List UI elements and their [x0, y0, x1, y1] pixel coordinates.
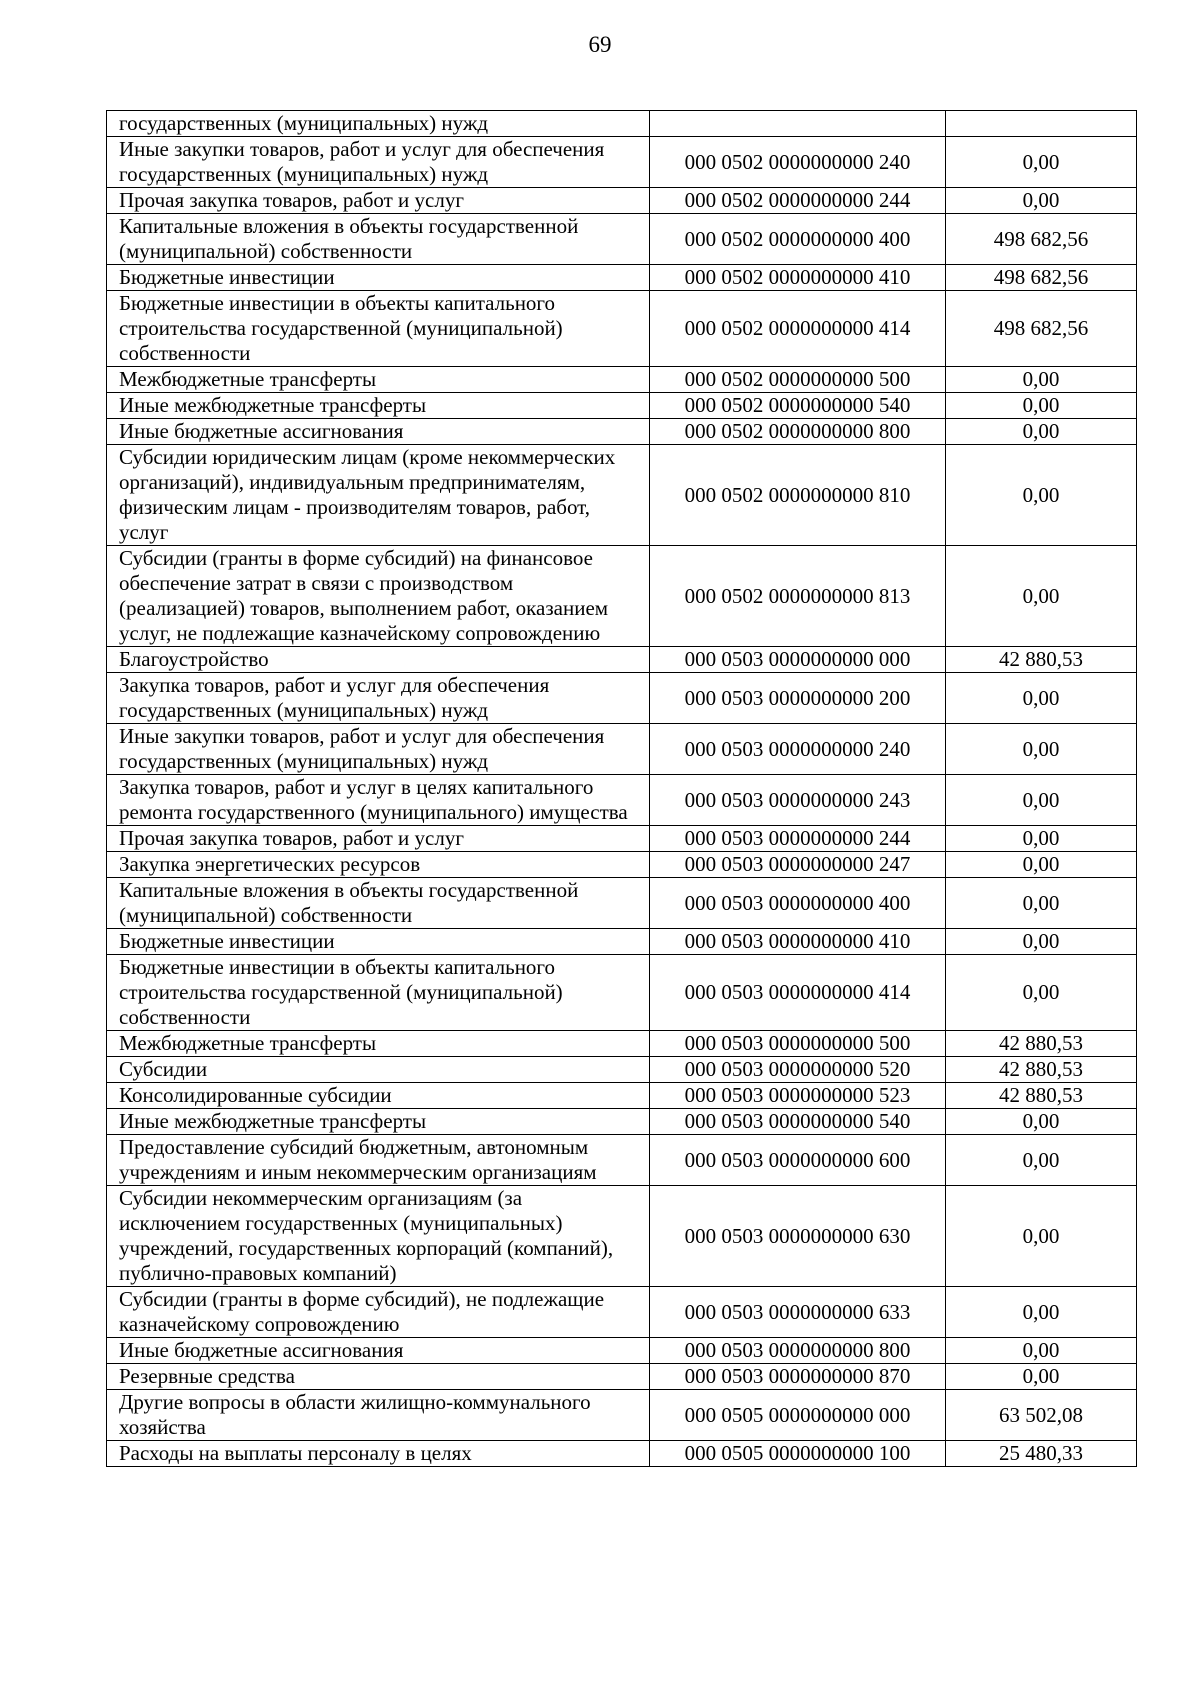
amount-cell: 0,00 [946, 724, 1137, 775]
table-row [107, 214, 1137, 265]
expense-name-cell: Иные межбюджетные трансферты [107, 393, 650, 419]
budget-code-cell: 000 0502 0000000000 813 [650, 546, 946, 647]
budget-code-cell: 000 0503 0000000000 600 [650, 1135, 946, 1186]
budget-code-cell: 000 0502 0000000000 414 [650, 291, 946, 367]
expense-name-cell: Закупка товаров, работ и услуг в целях капитального ремонта государственного (муниципального) имущества [107, 775, 650, 826]
expense-name-cell: Капитальные вложения в объекты государственной (муниципальной) собственности [107, 214, 650, 265]
expense-name-cell: Субсидии некоммерческим организациям (за исключением государственных (муниципальных) учреждений, государственных корпораций (компаний), публично-правовых компаний) [107, 1186, 650, 1287]
table-row [107, 1186, 1137, 1287]
table-row [107, 419, 1137, 445]
table-row [107, 955, 1137, 1031]
amount-cell: 42 880,53 [946, 647, 1137, 673]
amount-cell: 42 880,53 [946, 1031, 1137, 1057]
expense-name-cell: Субсидии [107, 1057, 650, 1083]
budget-code-cell: 000 0502 0000000000 810 [650, 445, 946, 546]
budget-code-cell: 000 0503 0000000000 523 [650, 1083, 946, 1109]
table-row [107, 291, 1137, 367]
expense-name-cell: Прочая закупка товаров, работ и услуг [107, 826, 650, 852]
table-row [107, 1338, 1137, 1364]
table-row [107, 1031, 1137, 1057]
expense-name-cell: государственных (муниципальных) нужд [107, 111, 650, 137]
amount-cell [946, 111, 1137, 137]
budget-code-cell: 000 0503 0000000000 400 [650, 878, 946, 929]
budget-code-cell: 000 0503 0000000000 000 [650, 647, 946, 673]
amount-cell: 0,00 [946, 878, 1137, 929]
expense-name-cell: Иные межбюджетные трансферты [107, 1109, 650, 1135]
amount-cell: 498 682,56 [946, 214, 1137, 265]
budget-code-cell: 000 0503 0000000000 540 [650, 1109, 946, 1135]
amount-cell: 0,00 [946, 852, 1137, 878]
budget-code-cell: 000 0503 0000000000 244 [650, 826, 946, 852]
expense-name-cell: Консолидированные субсидии [107, 1083, 650, 1109]
expense-name-cell: Иные бюджетные ассигнования [107, 419, 650, 445]
budget-code-cell: 000 0502 0000000000 540 [650, 393, 946, 419]
table-row [107, 929, 1137, 955]
budget-code-cell: 000 0503 0000000000 800 [650, 1338, 946, 1364]
amount-cell: 0,00 [946, 445, 1137, 546]
table-row [107, 1109, 1137, 1135]
budget-code-cell: 000 0502 0000000000 400 [650, 214, 946, 265]
amount-cell: 0,00 [946, 1109, 1137, 1135]
budget-code-cell: 000 0503 0000000000 870 [650, 1364, 946, 1390]
table-row [107, 647, 1137, 673]
table-row [107, 1364, 1137, 1390]
amount-cell: 0,00 [946, 1338, 1137, 1364]
expense-name-cell: Бюджетные инвестиции в объекты капитального строительства государственной (муниципальной) собственности [107, 291, 650, 367]
amount-cell: 498 682,56 [946, 265, 1137, 291]
budget-code-cell: 000 0502 0000000000 410 [650, 265, 946, 291]
budget-code-cell: 000 0505 0000000000 000 [650, 1390, 946, 1441]
expense-name-cell: Иные бюджетные ассигнования [107, 1338, 650, 1364]
amount-cell: 25 480,33 [946, 1441, 1137, 1467]
page-number: 69 [588, 32, 612, 57]
table-row [107, 1057, 1137, 1083]
amount-cell: 0,00 [946, 546, 1137, 647]
expense-name-cell: Иные закупки товаров, работ и услуг для обеспечения государственных (муниципальных) нужд [107, 724, 650, 775]
amount-cell: 0,00 [946, 775, 1137, 826]
table-row [107, 111, 1137, 137]
budget-code-cell: 000 0503 0000000000 500 [650, 1031, 946, 1057]
amount-cell: 0,00 [946, 1287, 1137, 1338]
amount-cell: 0,00 [946, 419, 1137, 445]
expense-name-cell: Бюджетные инвестиции [107, 265, 650, 291]
amount-cell: 0,00 [946, 188, 1137, 214]
expense-name-cell: Предоставление субсидий бюджетным, автономным учреждениям и иным некоммерческим организациям [107, 1135, 650, 1186]
table-row [107, 775, 1137, 826]
table-row [107, 188, 1137, 214]
table-row [107, 445, 1137, 546]
expense-name-cell: Субсидии (гранты в форме субсидий) на финансовое обеспечение затрат в связи с производством (реализацией) товаров, выполнением работ, оказанием услуг, не подлежащие казначейскому сопровождению [107, 546, 650, 647]
table-row [107, 878, 1137, 929]
table-row [107, 1083, 1137, 1109]
budget-code-cell: 000 0503 0000000000 243 [650, 775, 946, 826]
table-row [107, 367, 1137, 393]
budget-code-cell: 000 0502 0000000000 800 [650, 419, 946, 445]
table-row [107, 852, 1137, 878]
budget-code-cell: 000 0502 0000000000 500 [650, 367, 946, 393]
expense-name-cell: Прочая закупка товаров, работ и услуг [107, 188, 650, 214]
expense-name-cell: Расходы на выплаты персоналу в целях [107, 1441, 650, 1467]
expense-name-cell: Межбюджетные трансферты [107, 1031, 650, 1057]
expense-name-cell: Межбюджетные трансферты [107, 367, 650, 393]
expense-name-cell: Бюджетные инвестиции в объекты капитального строительства государственной (муниципальной) собственности [107, 955, 650, 1031]
budget-code-cell: 000 0502 0000000000 240 [650, 137, 946, 188]
budget-code-cell: 000 0503 0000000000 247 [650, 852, 946, 878]
table-row [107, 265, 1137, 291]
amount-cell: 0,00 [946, 1364, 1137, 1390]
amount-cell: 0,00 [946, 955, 1137, 1031]
table-row [107, 137, 1137, 188]
table-row [107, 1390, 1137, 1441]
table-body [107, 111, 1137, 1467]
table-row [107, 1135, 1137, 1186]
amount-cell: 0,00 [946, 1135, 1137, 1186]
amount-cell: 0,00 [946, 1186, 1137, 1287]
amount-cell: 42 880,53 [946, 1083, 1137, 1109]
table-row [107, 826, 1137, 852]
amount-cell: 0,00 [946, 826, 1137, 852]
expense-name-cell: Благоустройство [107, 647, 650, 673]
budget-code-cell [650, 111, 946, 137]
amount-cell: 0,00 [946, 673, 1137, 724]
budget-code-cell: 000 0503 0000000000 410 [650, 929, 946, 955]
table-row [107, 724, 1137, 775]
budget-code-cell: 000 0505 0000000000 100 [650, 1441, 946, 1467]
amount-cell: 63 502,08 [946, 1390, 1137, 1441]
expense-name-cell: Бюджетные инвестиции [107, 929, 650, 955]
expense-name-cell: Резервные средства [107, 1364, 650, 1390]
expense-name-cell: Закупка товаров, работ и услуг для обеспечения государственных (муниципальных) нужд [107, 673, 650, 724]
budget-code-cell: 000 0503 0000000000 633 [650, 1287, 946, 1338]
table-row [107, 546, 1137, 647]
expense-name-cell: Субсидии (гранты в форме субсидий), не подлежащие казначейскому сопровождению [107, 1287, 650, 1338]
table-row [107, 1441, 1137, 1467]
table-row [107, 393, 1137, 419]
expense-name-cell: Другие вопросы в области жилищно-коммунального хозяйства [107, 1390, 650, 1441]
budget-code-cell: 000 0503 0000000000 630 [650, 1186, 946, 1287]
budget-expenditure-table [106, 110, 1137, 1467]
expense-name-cell: Капитальные вложения в объекты государственной (муниципальной) собственности [107, 878, 650, 929]
amount-cell: 0,00 [946, 393, 1137, 419]
budget-code-cell: 000 0502 0000000000 244 [650, 188, 946, 214]
budget-code-cell: 000 0503 0000000000 200 [650, 673, 946, 724]
amount-cell: 498 682,56 [946, 291, 1137, 367]
amount-cell: 0,00 [946, 929, 1137, 955]
amount-cell: 42 880,53 [946, 1057, 1137, 1083]
table-row [107, 673, 1137, 724]
amount-cell: 0,00 [946, 367, 1137, 393]
expense-name-cell: Иные закупки товаров, работ и услуг для обеспечения государственных (муниципальных) нужд [107, 137, 650, 188]
budget-code-cell: 000 0503 0000000000 240 [650, 724, 946, 775]
budget-code-cell: 000 0503 0000000000 520 [650, 1057, 946, 1083]
budget-code-cell: 000 0503 0000000000 414 [650, 955, 946, 1031]
expense-name-cell: Закупка энергетических ресурсов [107, 852, 650, 878]
table-row [107, 1287, 1137, 1338]
expense-name-cell: Субсидии юридическим лицам (кроме некоммерческих организаций), индивидуальным предпринимателям, физическим лицам - производителям товаров, работ, услуг [107, 445, 650, 546]
amount-cell: 0,00 [946, 137, 1137, 188]
